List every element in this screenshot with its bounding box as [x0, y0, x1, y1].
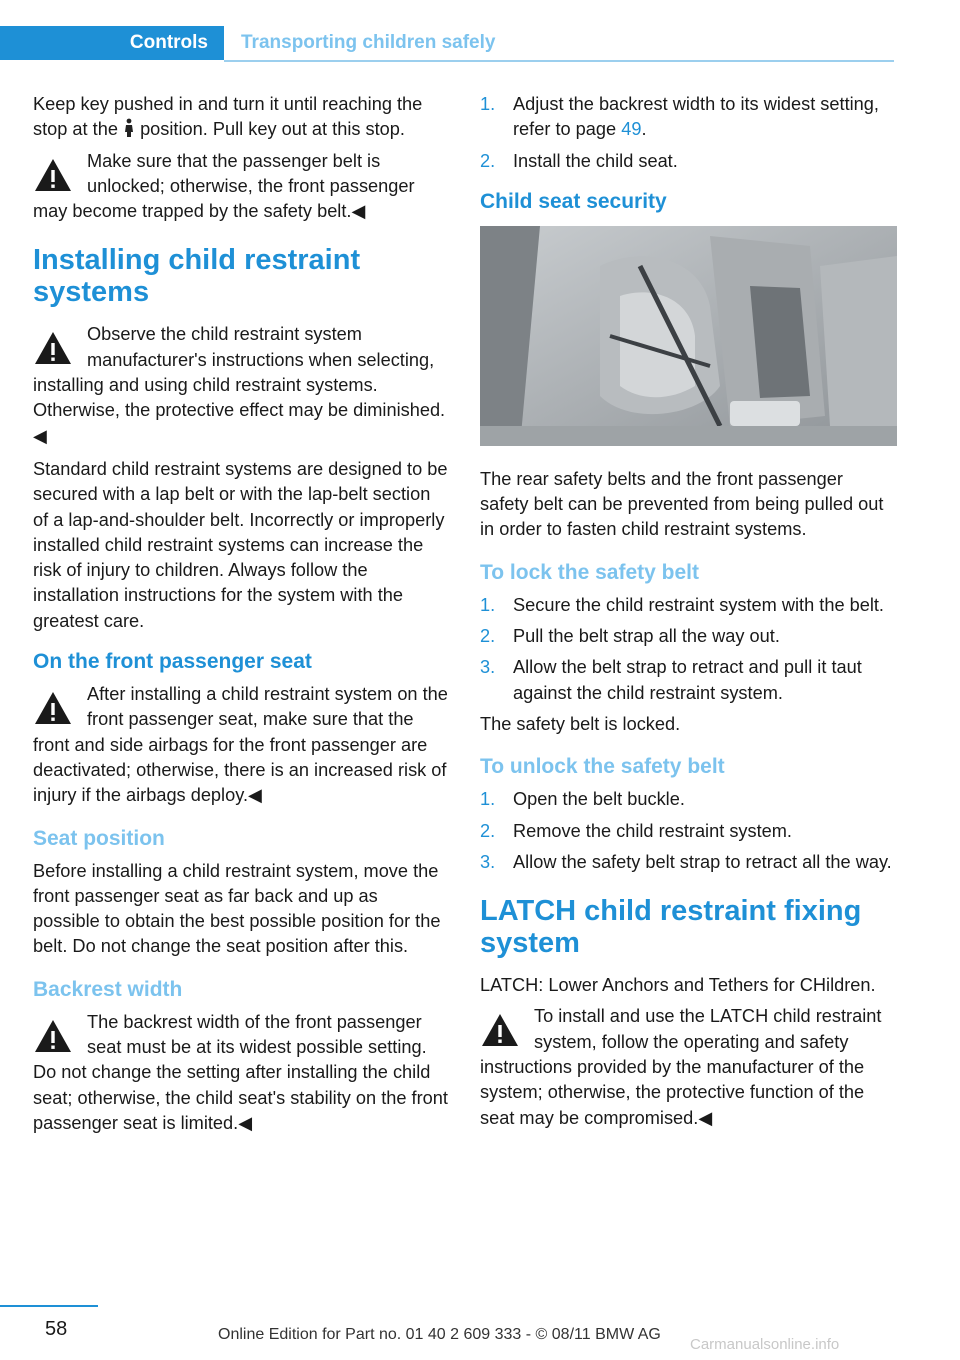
step-text: Pull the belt strap all the way out.: [513, 626, 780, 647]
right-column: [480, 92, 895, 1139]
list-item: [480, 787, 895, 812]
section-label: Controls: [129, 32, 208, 53]
header-rule: [224, 60, 894, 62]
heading-backrest: Backrest width: [33, 977, 183, 1001]
edition-note: Online Edition for Part no. 01 40 2 609 333 - © 08/11 BMW AG: [218, 1326, 661, 1343]
list-item: [480, 850, 895, 875]
watermark: Carmanualsonline.info: [690, 1336, 840, 1353]
warning-text: Observe the child restraint system manufacturer's instructions when selecting, installing and using child restraint systems. Otherwise, the protective effect may be diminished. ◀: [33, 324, 446, 446]
page-link[interactable]: 49: [621, 119, 642, 140]
paragraph-security: The rear safety belts and the front passenger safety belt can be prevented from being pulled out in order to fasten child restraint systems.: [480, 468, 884, 540]
left-column: [33, 92, 448, 1144]
steps-lock: [480, 593, 895, 706]
step-number: 2.: [480, 150, 496, 171]
warning-text: Make sure that the passenger belt is unlocked; otherwise, the front passenger may become trapped by the safety belt.◀: [33, 150, 415, 222]
warning-text: After installing a child restraint system on the front passenger seat, make sure that the front and side airbags for the front passenger are deactivated; otherwise, there is an increased risk of injury if the airbags deploy.◀: [33, 684, 448, 806]
seat-figure-icon: [123, 118, 135, 138]
list-item: [480, 819, 895, 844]
warning-manufacturer: [33, 322, 448, 448]
warning-icon: [33, 690, 73, 726]
paragraph-standard: Standard child restraint systems are designed to be secured with a lap belt or with the lap-belt section of a lap-and-shoulder belt. Incorrectly or improperly installed child restraint systems can increase the risk of injury to children. Always follow the installation instructions for the system with the greatest care.: [33, 458, 448, 631]
intro-text: Keep key pushed in and turn it until reaching the stop at the: [33, 94, 423, 140]
list-item: [480, 92, 895, 143]
steps-backrest: [480, 92, 895, 174]
list-item: [480, 149, 895, 174]
warning-text: The backrest width of the front passenger seat must be at its widest possible setting. Do not change the setting after installing the child seat; otherwise, the child seat's stability on the front passenger seat is limited.◀: [33, 1011, 448, 1133]
paragraph-latch: LATCH: Lower Anchors and Tethers for CHildren.: [480, 975, 876, 996]
heading-latch: LATCH child restraint fixing system: [480, 895, 862, 960]
warning-latch: [480, 1004, 895, 1130]
paragraph-locked: The safety belt is locked.: [480, 713, 681, 734]
section-tab[interactable]: [0, 26, 224, 60]
heading-lock-belt: To lock the safety belt: [480, 560, 699, 584]
step-text: Install the child seat.: [513, 150, 678, 171]
step-number: 1.: [480, 594, 496, 615]
heading-seat-position: Seat position: [33, 826, 165, 850]
step-text: Open the belt buckle.: [513, 789, 685, 810]
steps-unlock: [480, 787, 895, 875]
step-text: Remove the child restraint system.: [513, 820, 792, 841]
warning-icon: [33, 1018, 73, 1054]
footer-rule: [0, 1305, 98, 1307]
paragraph-seat-position: Before installing a child restraint system, move the front passenger seat as far back and up as possible to obtain the best possible position for the belt. Do not change the seat position after this.: [33, 860, 441, 957]
warning-passenger-belt: [33, 149, 448, 225]
step-tail: .: [641, 119, 647, 140]
step-number: 3.: [480, 851, 496, 872]
heading-installing: Installing child restraint systems: [33, 244, 361, 309]
step-number: 1.: [480, 94, 496, 114]
warning-text: To install and use the LATCH child restraint system, follow the operating and safety instructions provided by the manufacturer of the system; otherwise, the protective function of the seat may be compromised.◀: [480, 1006, 882, 1128]
heading-unlock-belt: To unlock the safety belt: [480, 755, 725, 779]
warning-icon: [33, 330, 73, 366]
list-item: [480, 655, 895, 706]
warning-icon: [480, 1012, 520, 1048]
warning-airbags: [33, 682, 448, 808]
intro-paragraph: [33, 92, 448, 143]
step-text: Allow the belt strap to retract and pull it taut against the child restraint system.: [513, 657, 862, 703]
heading-child-seat-security: Child seat security: [480, 189, 667, 213]
subsection-title: Transporting children safely: [241, 32, 496, 53]
child-seat-photo: [480, 226, 897, 446]
step-text: Secure the child restraint system with the belt.: [513, 594, 884, 615]
list-item: [480, 593, 895, 618]
step-number: 2.: [480, 626, 496, 647]
heading-front-seat: On the front passenger seat: [33, 650, 312, 674]
page-number: 58: [45, 1318, 68, 1340]
step-number: 3.: [480, 657, 496, 678]
step-number: 2.: [480, 820, 496, 841]
list-item: [480, 624, 895, 649]
warning-backrest: [33, 1010, 448, 1136]
step-number: 1.: [480, 789, 496, 810]
step-text: Allow the safety belt strap to retract all the way.: [513, 851, 892, 872]
step-text: Adjust the backrest width to its widest setting, refer to page: [513, 94, 879, 140]
intro-tail: position. Pull key out at this stop.: [140, 119, 405, 140]
warning-icon: [33, 157, 73, 193]
